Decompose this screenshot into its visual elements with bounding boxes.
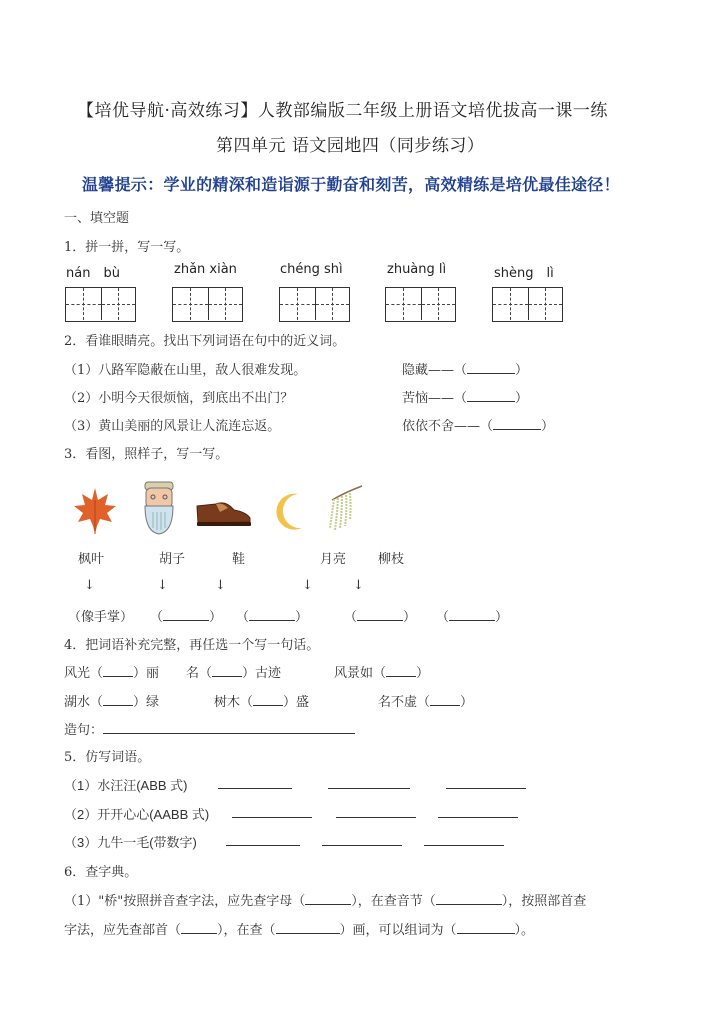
q5-blank-3-2[interactable]: [322, 834, 402, 846]
q5-blank-2-2[interactable]: [336, 806, 416, 818]
q6-text: 字法，应先查部首（: [64, 923, 182, 938]
writing-grid-4[interactable]: [385, 287, 456, 322]
q3-answer-1: [150, 606, 222, 625]
q2-word-3: 依依不舍——（: [402, 419, 494, 434]
q4-prefix: 树木（: [214, 695, 254, 710]
sentence-label: 造句：: [64, 723, 104, 738]
pinyin-1: nán bù: [66, 266, 120, 281]
close-paren: ）: [295, 610, 309, 625]
sentence-blank[interactable]: [103, 722, 355, 734]
down-arrow-icon: ↓: [84, 578, 95, 593]
q6-blank-strokes[interactable]: [276, 922, 340, 934]
q4-blank-3[interactable]: [386, 665, 416, 677]
q6-text: ），按照部首查: [501, 894, 587, 909]
document-title: 【培优导航·高效练习】人教部编版二年级上册语文培优拔高一课一练: [77, 101, 608, 121]
q2-blank-2[interactable]: [467, 390, 515, 402]
q2-close-1: ）: [515, 363, 529, 378]
willow-branch-icon: [326, 484, 366, 532]
open-paren: （: [436, 610, 450, 625]
q6-blank-syllable[interactable]: [436, 893, 502, 905]
question-4-title: 4．把词语补充完整，再任选一个写一句话。: [64, 638, 320, 653]
q6-line-1: [64, 890, 586, 909]
close-paren: ）: [495, 610, 509, 625]
q4-item-3: [334, 662, 429, 681]
writing-grid-1[interactable]: [65, 287, 136, 322]
q2-blank-3[interactable]: [493, 418, 541, 430]
warm-tip: 温馨提示：学业的精深和造诣源于勤奋和刻苦，高效精练是培优最佳途径！: [82, 175, 620, 194]
q4-item-2: [186, 662, 281, 681]
q6-line-2: [64, 919, 534, 938]
close-paren: ）: [209, 610, 223, 625]
q2-word-2: 苦恼——（: [402, 391, 468, 406]
question-1-title: 1．拼一拼，写一写。: [64, 240, 190, 255]
q2-sentence-2: （2）小明今天很烦恼，到底出不出门？: [64, 391, 294, 406]
crescent-moon-icon: [268, 490, 308, 532]
q3-blank-2[interactable]: [249, 609, 295, 621]
q4-suffix: ）盛: [283, 695, 310, 710]
q4-blank-5[interactable]: [253, 694, 283, 706]
q3-answer-3: [344, 606, 416, 625]
q4-prefix: 名（: [186, 666, 213, 681]
down-arrow-icon: ↓: [353, 578, 364, 593]
q6-text: ），在查音节（: [351, 894, 436, 909]
maple-leaf-icon: [72, 486, 118, 536]
pinyin-5: shèng lì: [494, 266, 554, 281]
pinyin-3: chéng shì: [280, 262, 343, 277]
section-heading: 一、填空题: [64, 211, 130, 226]
q5-item-2: （2）开开心心(AABB 式): [64, 807, 210, 822]
q2-sentence-1: （1）八路军隐蔽在山里，敌人很难发现。: [64, 363, 307, 378]
q2-answer-2: [402, 387, 528, 406]
q4-blank-6[interactable]: [430, 694, 460, 706]
q4-prefix: 湖水（: [64, 695, 104, 710]
q2-answer-3: [402, 415, 554, 434]
bearded-man-icon: [141, 480, 177, 536]
q3-answer-4: [436, 606, 508, 625]
q4-item-1: [64, 662, 159, 681]
q2-sentence-3: （3）黄山美丽的风景让人流连忘返。: [64, 419, 281, 434]
open-paren: （: [150, 610, 164, 625]
down-arrow-icon: ↓: [157, 578, 168, 593]
q4-suffix: ）: [460, 695, 474, 710]
question-2-title: 2．看谁眼睛亮。找出下列词语在句中的近义词。: [64, 334, 346, 349]
q6-text: ）。: [514, 923, 535, 938]
close-paren: ）: [403, 610, 417, 625]
q6-blank-word[interactable]: [457, 922, 515, 934]
pinyin-2: zhǎn xiàn: [174, 262, 237, 277]
picture-label-2: 胡子: [159, 552, 186, 567]
q5-blank-1-2[interactable]: [328, 777, 410, 789]
q6-text: ）画，可以组词为（: [339, 923, 457, 938]
q5-blank-1-3[interactable]: [446, 777, 526, 789]
writing-grid-3[interactable]: [279, 287, 350, 322]
q4-blank-2[interactable]: [212, 665, 242, 677]
q5-item-3: （3）九牛一毛(带数字): [64, 835, 197, 850]
question-5-title: 5．仿写词语。: [64, 750, 151, 765]
document-subtitle: 第四单元 语文园地四（同步练习）: [216, 136, 485, 156]
q6-blank-radical[interactable]: [181, 922, 217, 934]
q5-blank-1-1[interactable]: [218, 777, 292, 789]
shoe-icon: [194, 496, 252, 528]
q3-blank-4[interactable]: [449, 609, 495, 621]
q6-blank-initial[interactable]: [305, 893, 351, 905]
q5-blank-3-3[interactable]: [424, 834, 504, 846]
q4-blank-4[interactable]: [103, 694, 133, 706]
q5-blank-3-1[interactable]: [226, 834, 300, 846]
q3-blank-3[interactable]: [357, 609, 403, 621]
q2-close-3: ）: [541, 419, 555, 434]
picture-label-1: 枫叶: [78, 552, 105, 567]
down-arrow-icon: ↓: [215, 578, 226, 593]
q5-blank-2-1[interactable]: [232, 806, 312, 818]
q2-answer-1: [402, 359, 528, 378]
q6-text: （1）"桥"按照拼音查字法，应先查字母（: [64, 894, 306, 909]
q4-sentence-row: [64, 719, 355, 738]
q2-word-1: 隐藏——（: [402, 363, 468, 378]
q4-item-4: [64, 691, 159, 710]
down-arrow-icon: ↓: [302, 578, 313, 593]
q4-item-6: [378, 691, 473, 710]
q4-blank-1[interactable]: [103, 665, 133, 677]
q4-item-5: [214, 691, 309, 710]
q5-blank-2-3[interactable]: [438, 806, 518, 818]
writing-grid-5[interactable]: [492, 287, 563, 322]
picture-label-4: 月亮: [320, 552, 347, 567]
q4-suffix: ）古迹: [242, 666, 282, 681]
picture-label-3: 鞋: [232, 552, 246, 567]
q5-item-1: （1）水汪汪(ABB 式): [64, 778, 188, 793]
q4-prefix: 名不虚（: [378, 695, 431, 710]
open-paren: （: [236, 610, 250, 625]
q4-suffix: ）绿: [133, 695, 160, 710]
q4-prefix: 风景如（: [334, 666, 387, 681]
q6-text: ），在查（: [217, 923, 276, 938]
pinyin-4: zhuàng lì: [387, 262, 447, 277]
open-paren: （: [344, 610, 358, 625]
q4-suffix: ）: [416, 666, 430, 681]
q4-suffix: ）丽: [133, 666, 160, 681]
writing-grid-2[interactable]: [172, 287, 243, 322]
q2-blank-1[interactable]: [467, 362, 515, 374]
q4-prefix: 风光（: [64, 666, 104, 681]
q3-blank-1[interactable]: [163, 609, 209, 621]
q3-answer-2: [236, 606, 308, 625]
picture-label-5: 柳枝: [378, 552, 405, 567]
question-6-title: 6．查字典。: [64, 865, 138, 880]
q3-example-answer: （像手掌）: [68, 610, 134, 625]
q2-close-2: ）: [515, 391, 529, 406]
question-3-title: 3．看图，照样子，写一写。: [64, 447, 229, 462]
